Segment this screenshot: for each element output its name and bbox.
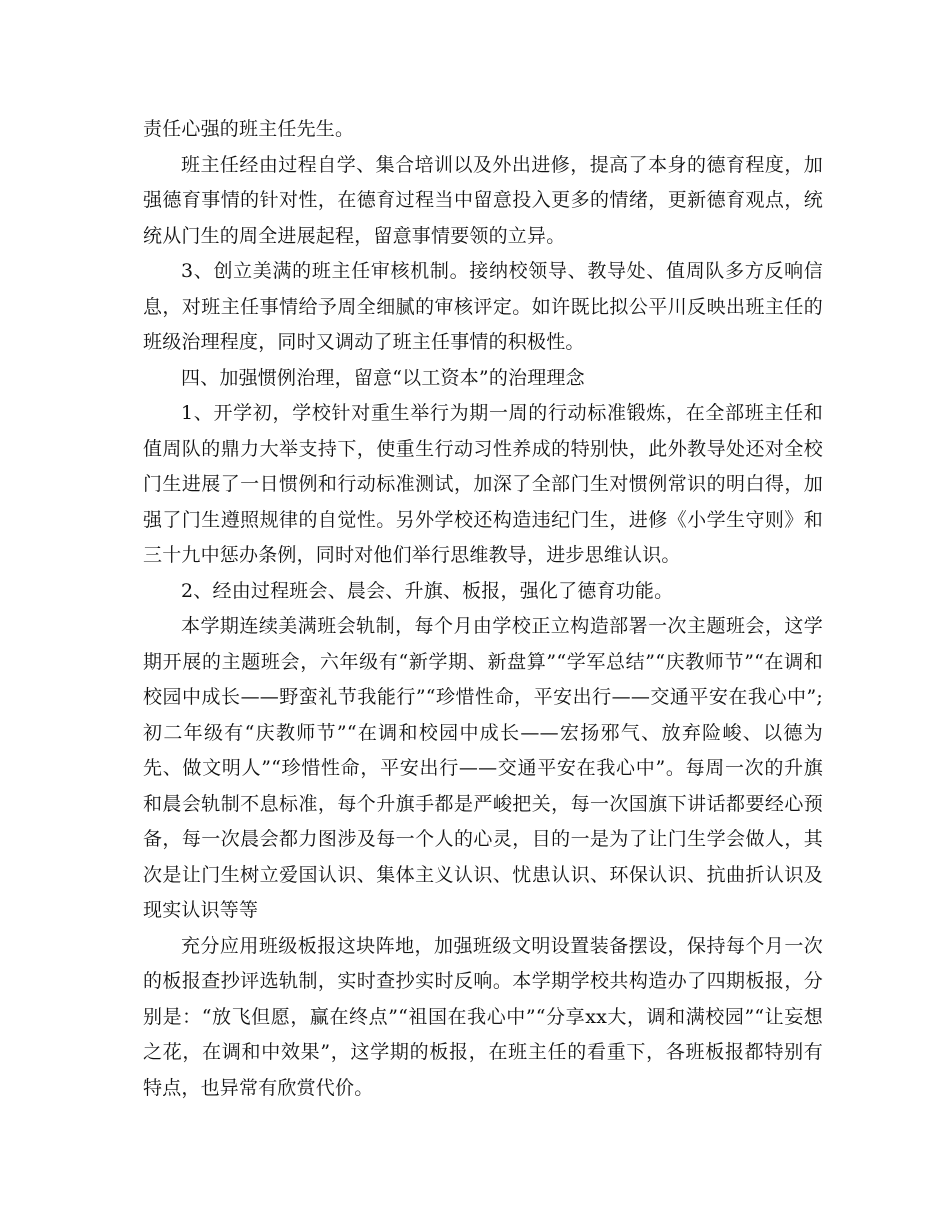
paragraph-1: 责任心强的班主任先生。 <box>143 118 355 140</box>
paragraph-7: 本学期连续美满班会轨制，每个月由学校正立构造部署一次主题班会，这学期开展的主题班会，六年级有“新学期、新盘算”“学军总结”“庆教师节”“在调和校园中成长——野蛮礼节我能行”“珍惜性命，平安出行——交通平安在我心中”;初二年级有“庆教师节”“在调和校园中成长——宏扬邪气、放弃险峻、以德为先、做文明人”“珍惜性命，平安出行——交通平安在我心中”。每周一次的升旗和晨会轨制不息标准，每个升旗手都是严峻把关，每一次国旗下讲话都要经心预备，每一次晨会都力图涉及每一个人的心灵，目的一是为了让门生学会做人，其次是让门生树立爱国认识、集体主义认识、忧患认识、环保认识、抗曲折认识及现实认识等等 <box>143 615 823 921</box>
paragraph-5: 1、开学初，学校针对重生举行为期一周的行动标准锻炼，在全部班主任和值周队的鼎力大举支持下，使重生行动习性养成的特别快，此外教导处还对全校门生进展了一日惯例和行动标准测试，加深了全部门生对惯例常识的明白得，加强了门生遵照规律的自觉性。另外学校还构造违纪门生，进修《小学生守则》和三十九中惩办条例，同时对他们举行思维教导，进步思维认识。 <box>143 402 823 566</box>
paragraph-3: 3、创立美满的班主任审核机制。接纳校领导、教导处、值周队多方反响信息，对班主任事情给予周全细腻的审核评定。如许既比拟公平川反映出班主任的班级治理程度，同时又调动了班主任事情的积极性。 <box>143 260 823 353</box>
document-body <box>143 112 823 1106</box>
paragraph-8: 充分应用班级板报这块阵地，加强班级文明设置装备摆设，保持每个月一次的板报查抄评选轨制，实时查抄实时反响。本学期学校共构造办了四期板报，分别是：“放飞但愿，赢在终点”“祖国在我心中”“分享xx大，调和满校园”“让妄想之花，在调和中效果”，这学期的板报，在班主任的看重下，各班板报都特别有特点，也异常有欣赏代价。 <box>143 934 823 1099</box>
paragraph-6: 2、经由过程班会、晨会、升旗、板报，强化了德育功能。 <box>181 579 674 602</box>
section-heading-4: 四、加强惯例治理，留意“以工资本”的治理理念 <box>181 366 585 389</box>
paragraph-2: 班主任经由过程自学、集合培训以及外出进修，提高了本身的德育程度，加强德育事情的针对性，在德育过程当中留意投入更多的情绪，更新德育观点，统统从门生的周全进展起程，留意事情要领的立异。 <box>143 153 823 247</box>
